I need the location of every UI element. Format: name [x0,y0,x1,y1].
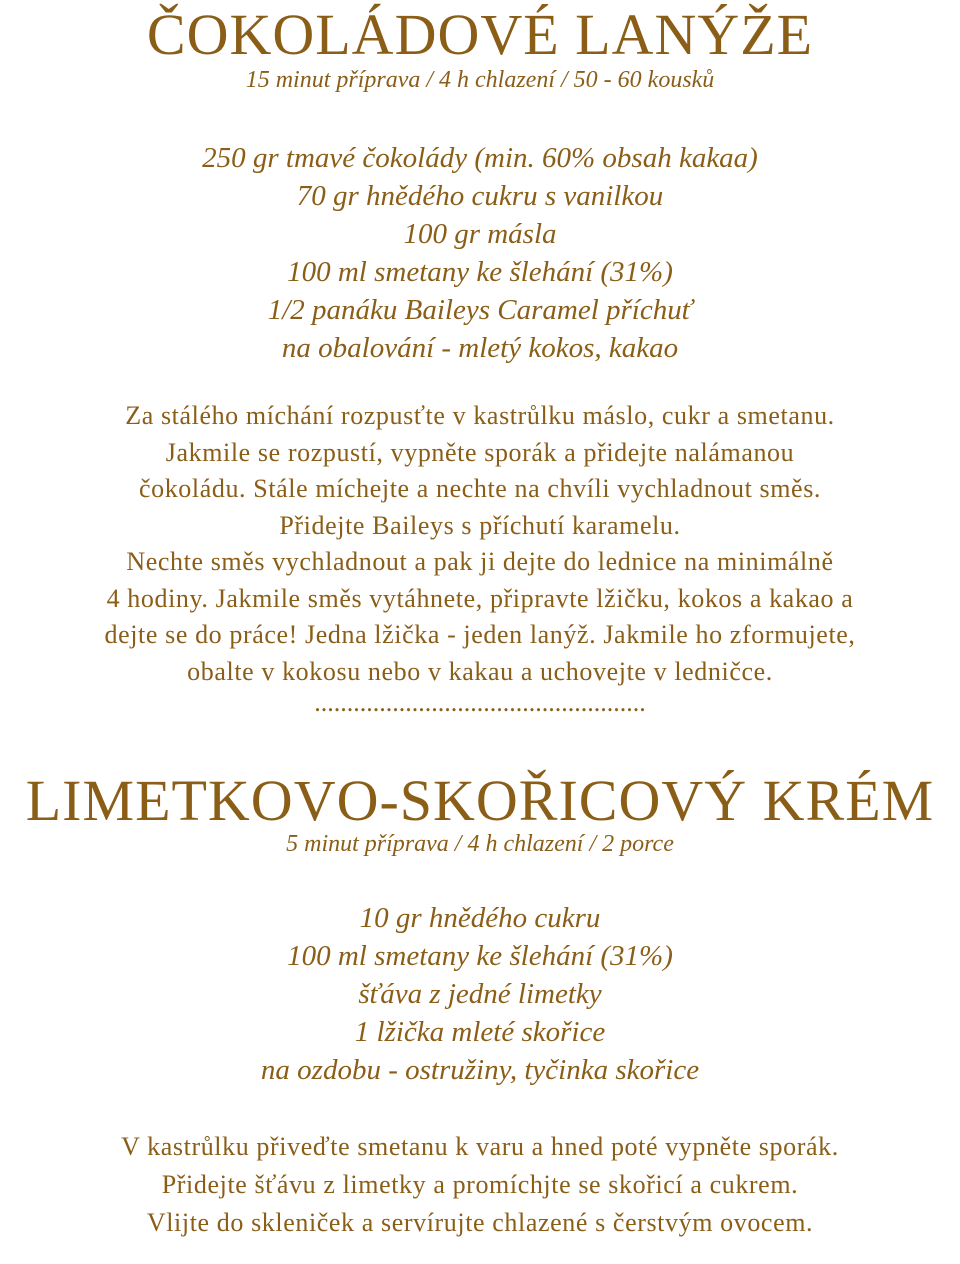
method-line: Vlijte do skleniček a servírujte chlazené s čerstvým ovocem. [146,1208,814,1237]
ingredient-item: 100 ml smetany ke šlehání (31%) [287,940,673,972]
ingredient-list [0,899,960,1089]
ingredient-item: na ozdobu - ostružiny, tyčinka skořice [260,1054,700,1086]
ingredient-item: 10 gr hnědého cukru [359,902,601,934]
method-line: Přidejte Baileys s příchutí karamelu. [279,510,681,540]
method-line: Přidejte šťávu z limetky a promíchjte se skořicí a cukrem. [161,1170,799,1199]
recipe-title: ČOKOLÁDOVÉ LANÝŽE [146,2,814,67]
recipe-subtitle: 5 minut příprava / 4 h chlazení / 2 porce [286,831,674,857]
method-line: Nechte směs vychladnout a pak ji dejte do lednice na minimálně [126,547,834,576]
method-line: Za stálého míchání rozpusťte v kastrůlku máslo, cukr a smetanu. [125,401,835,430]
ingredient-item: 100 gr másla [403,218,557,250]
method-line: Jakmile se rozpustí, vypněte sporák a přidejte nalámanou [165,437,795,467]
ingredient-item: na obalování - mletý kokos, kakao [281,332,679,364]
recipe-subtitle: 15 minut příprava / 4 h chlazení / 50 - 60 kousků [245,67,715,93]
recipe-title: LIMETKOVO-SKOŘICOVÝ KRÉM [25,768,935,833]
method-line: V kastrůlku přiveďte smetanu k varu a hned poté vypněte sporák. [121,1132,839,1161]
ingredient-item: šťáva z jedné limetky [358,978,602,1010]
method-text [0,398,960,690]
recipe-chocolate-truffles [0,4,960,690]
ingredient-item: 100 ml smetany ke šlehání (31%) [287,256,673,288]
method-text [0,1128,960,1242]
section-divider: ................................................... [314,688,646,717]
method-line: 4 hodiny. Jakmile směs vytáhnete, připravte lžičku, kokos a kakao a [106,583,854,613]
recipe-page [0,4,960,1264]
ingredient-item: 1/2 panáku Baileys Caramel příchuť [267,294,693,326]
ingredient-item: 1 lžička mleté skořice [354,1016,606,1048]
ingredient-item: 70 gr hnědého cukru s vanilkou [296,180,664,212]
method-line: čokoládu. Stále míchejte a nechte na chvíli vychladnout směs. [138,474,822,503]
recipe-lime-cinnamon-cream [0,770,960,1242]
ingredient-list [0,139,960,367]
method-line: obalte v kokosu nebo v kakau a uchovejte v ledničce. [187,656,773,686]
method-line: dejte se do práce! Jedna lžička - jeden lanýž. Jakmile ho zformujete, [104,620,856,649]
ingredient-item: 250 gr tmavé čokolády (min. 60% obsah kakaa) [202,142,758,174]
